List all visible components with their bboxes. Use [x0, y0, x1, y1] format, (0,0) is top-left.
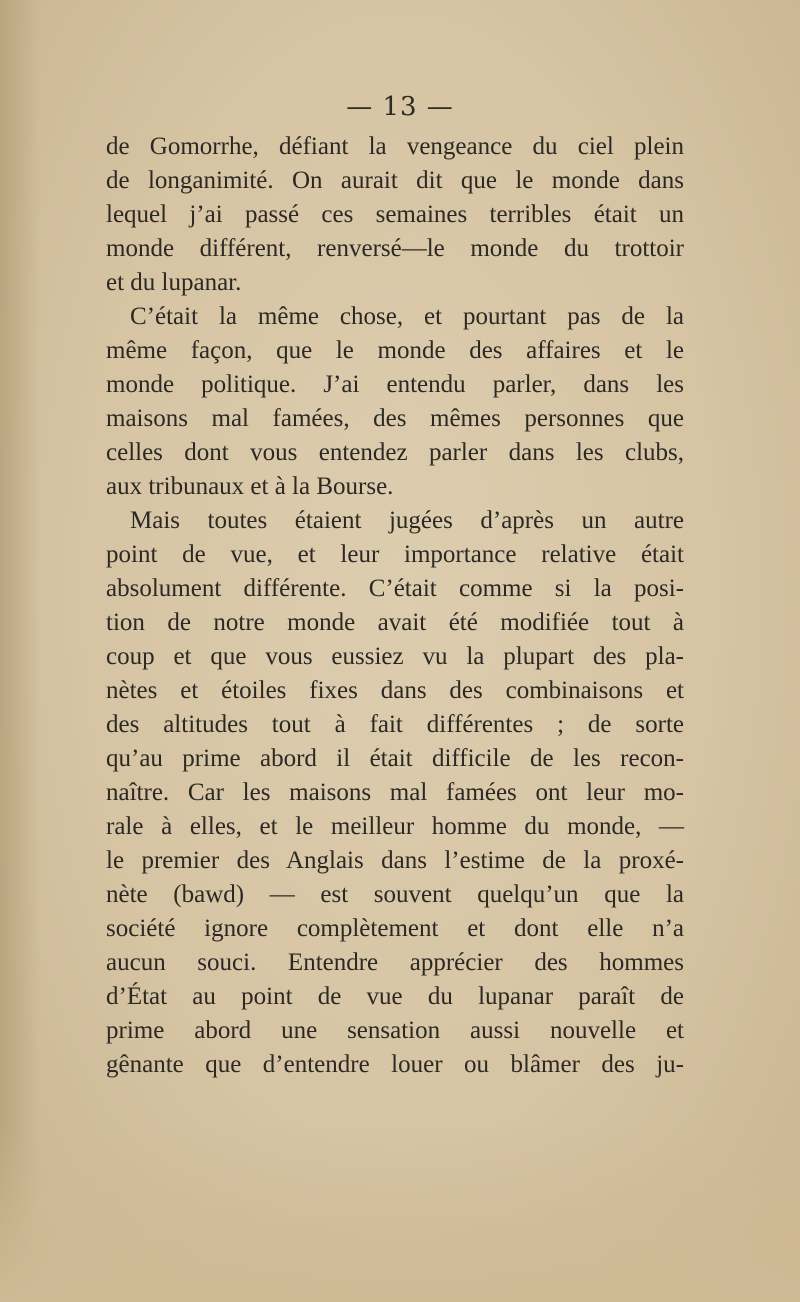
text-line: gênante que d’entendre louer ou blâmer des ju-	[106, 1051, 684, 1078]
text-line: tion de notre monde avait été modifiée tout à	[106, 609, 684, 636]
text-line: nètes et étoiles fixes dans des combinaisons et	[106, 677, 684, 704]
text-line: qu’au prime abord il était difficile de les recon-	[106, 745, 684, 772]
text-line: lequel j’ai passé ces semaines terribles était un	[106, 201, 684, 228]
text-line: point de vue, et leur importance relative était	[106, 541, 684, 568]
text-line: aux tribunaux et à la Bourse.	[106, 473, 394, 500]
text-line: le premier des Anglais dans l’estime de la proxé-	[106, 847, 684, 874]
text-line: Mais toutes étaient jugées d’après un autre	[130, 507, 684, 534]
text-line: prime abord une sensation aussi nouvelle et	[106, 1017, 684, 1044]
text-line: celles dont vous entendez parler dans les clubs,	[106, 439, 684, 466]
text-line: d’État au point de vue du lupanar paraît de	[106, 983, 684, 1010]
text-line: et du lupanar.	[106, 269, 242, 296]
text-line: de Gomorrhe, défiant la vengeance du ciel plein	[106, 133, 684, 160]
text-line: monde politique. J’ai entendu parler, dans les	[106, 371, 684, 398]
text-line: des altitudes tout à fait différentes ; de sorte	[106, 711, 684, 738]
text-line: absolument différente. C’était comme si la posi-	[106, 575, 684, 602]
text-line: rale à elles, et le meilleur homme du monde, —	[106, 813, 684, 840]
text-line: coup et que vous eussiez vu la plupart des pla-	[106, 643, 684, 670]
page-number: — 13 —	[346, 92, 454, 122]
text-line: nète (bawd) — est souvent quelqu’un que la	[106, 881, 684, 908]
text-line: naître. Car les maisons mal famées ont leur mo-	[106, 779, 684, 806]
text-line: même façon, que le monde des affaires et le	[106, 337, 684, 364]
text-line: maisons mal famées, des mêmes personnes que	[106, 405, 684, 432]
text-line: monde différent, renversé—le monde du trottoir	[106, 235, 684, 262]
text-line: C’était la même chose, et pourtant pas de la	[130, 303, 684, 330]
text-line: aucun souci. Entendre apprécier des hommes	[106, 949, 684, 976]
body-text	[106, 130, 684, 1082]
text-line: de longanimité. On aurait dit que le monde dans	[106, 167, 684, 194]
text-line: société ignore complètement et dont elle n’a	[106, 915, 684, 942]
